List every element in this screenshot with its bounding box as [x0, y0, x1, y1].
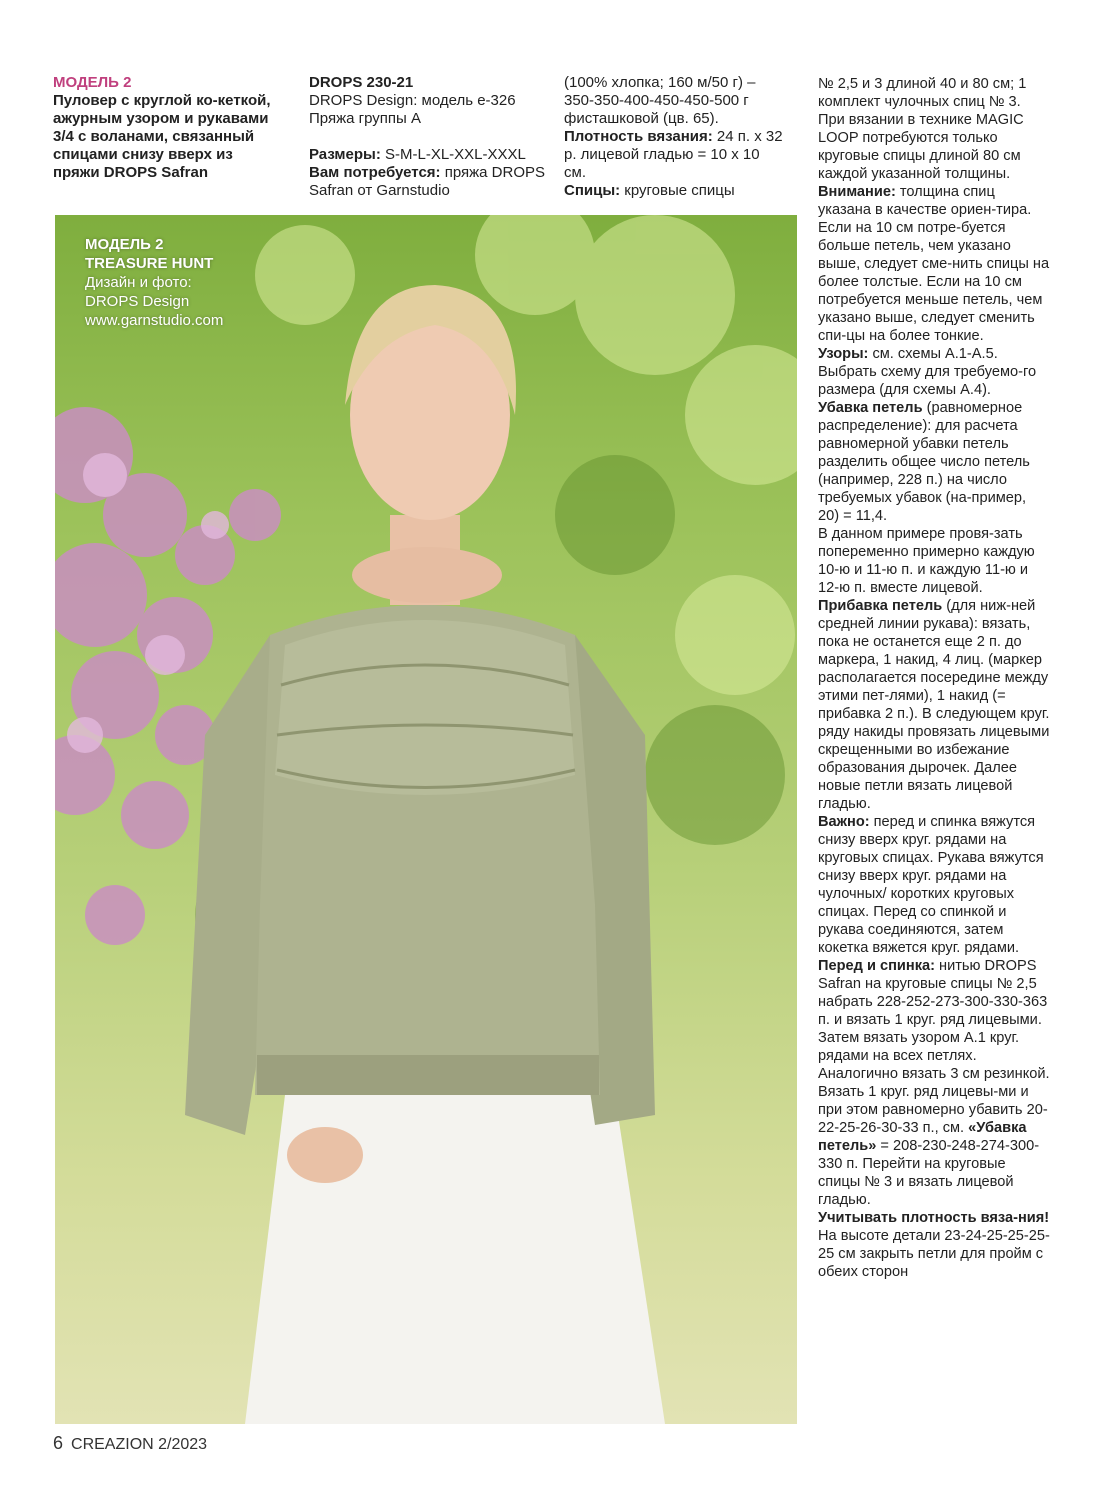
instructions-column — [818, 75, 1050, 1281]
knit-round-step: Вязать 1 круг. ряд лицевы-ми и при этом равномерно убавить 20-22-25-26-30-33 п., см. «Убавка петель» = 208-230-248-274-300-330 п. Перейти на круговые спицы № 3 и вязать лицевой гладью. — [818, 1084, 1048, 1208]
needles-cont: № 2,5 и 3 длиной 40 и 80 см; 1 комплект чулочных спиц № 3. — [818, 76, 1027, 110]
important-note: Важно: перед и спинка вяжутся снизу вверх круг. рядами на круговых спицах. Рукава вяжутся снизу вверх круг. рядами на чулочных/ коротких круговых спицах. Перед со спинкой и рукава соединяются, затем кокетка вяжется круг. рядами. — [818, 814, 1044, 956]
article-intro — [53, 74, 283, 182]
yarn-details: (100% хлопка; 160 м/50 г) – 350-350-400-450-450-500 г фисташковой (цв. 65). — [564, 74, 756, 127]
gauge-line: Плотность вязания: 24 п. х 32 р. лицевой гладью = 10 х 10 см. — [564, 128, 783, 181]
photo-illustration — [55, 215, 797, 1424]
yarn-group: Пряжа группы А — [309, 110, 421, 127]
pattern-header — [309, 74, 549, 200]
decrease-example: В данном примере провя-зать попеременно примерно каждую 10-ю и 11-ю п. и каждую 11-ю и 12-ю п. вместе лицевой. — [818, 526, 1035, 596]
sizes-line: Размеры: S-M-L-XL-XXL-XXXL — [309, 146, 526, 163]
page-number: 6 — [53, 1433, 64, 1453]
materials-column — [564, 74, 784, 200]
attention-note: Внимание: толщина спиц указана в качестве ориен-тира. Если на 10 см потре-буется больше петель, чем указано выше, следует сме-нить спицы на более толстые. Если на 10 см потребуется меньше петель, чем указано выше, следует сменить спи-цы на более тонкие. — [818, 184, 1050, 344]
page-footer — [53, 1433, 207, 1454]
increase-note: Прибавка петель (для ниж-ней средней линии рукава): вязать, пока не останется еще 2 п. до маркера, 1 накид, 4 лиц. (маркер располагается посередине между этими пет-лями), 1 накид (= прибавка 2 п.). В следующем круг. ряду накиды провязать лицевыми скрещенными во избежание образования дырочек. Далее новые петли вязать лицевой гладью. — [818, 598, 1050, 812]
magic-loop-note: При вязании в технике MAGIC LOOP потребуются только круговые спицы длиной 80 см каждой указанной толщины. — [818, 112, 1024, 182]
magazine-issue: CREAZION 2/2023 — [71, 1436, 208, 1453]
decrease-note: Убавка петель (равномерное распределение): для расчета равномерной убавки петель разделить общее число петель (например, 228 п.) на число требуемых убавок (на-пример, 20) = 11,4. — [818, 400, 1030, 524]
needles-line: Спицы: круговые спицы — [564, 182, 735, 199]
front-back-section: Перед и спинка: нитью DROPS Safran на круговые спицы № 2,5 набрать 228-252-273-300-330-363 п. и вязать 1 круг. ряд лицевыми. Затем вязать узором А.1 круг. рядами на всех петлях. Аналогично вязать 3 см резинкой. — [818, 958, 1050, 1082]
photo-caption — [85, 235, 305, 330]
pattern-code: DROPS 230-21 — [309, 74, 414, 91]
caption-credit: Дизайн и фото: — [85, 274, 192, 291]
armhole-step: На высоте детали 23-24-25-25-25-25 см закрыть петли для пройм с обеих сторон — [818, 1228, 1050, 1280]
caption-name: TREASURE HUNT — [85, 255, 214, 272]
patterns-note: Узоры: см. схемы А.1-А.5. Выбрать схему для требуемо-го размера (для схемы А.4). — [818, 346, 1037, 398]
model-label: МОДЕЛЬ 2 — [53, 74, 132, 91]
materials-line: Вам потребуется: пряжа DROPS Safran от Garnstudio — [309, 164, 546, 199]
caption-designer: DROPS Design — [85, 293, 190, 310]
caption-model: МОДЕЛЬ 2 — [85, 236, 164, 253]
model-photo — [55, 215, 797, 1424]
caption-site: www.garnstudio.com — [85, 312, 224, 329]
article-title: Пуловер с круглой ко-кеткой, ажурным узором и рукавами 3/4 с воланами, связанный спицами снизу вверх из пряжи DROPS Safran — [53, 92, 271, 181]
design-credit: DROPS Design: модель e-326 — [309, 92, 516, 109]
gauge-reminder: Учитывать плотность вяза-ния! — [818, 1210, 1050, 1226]
